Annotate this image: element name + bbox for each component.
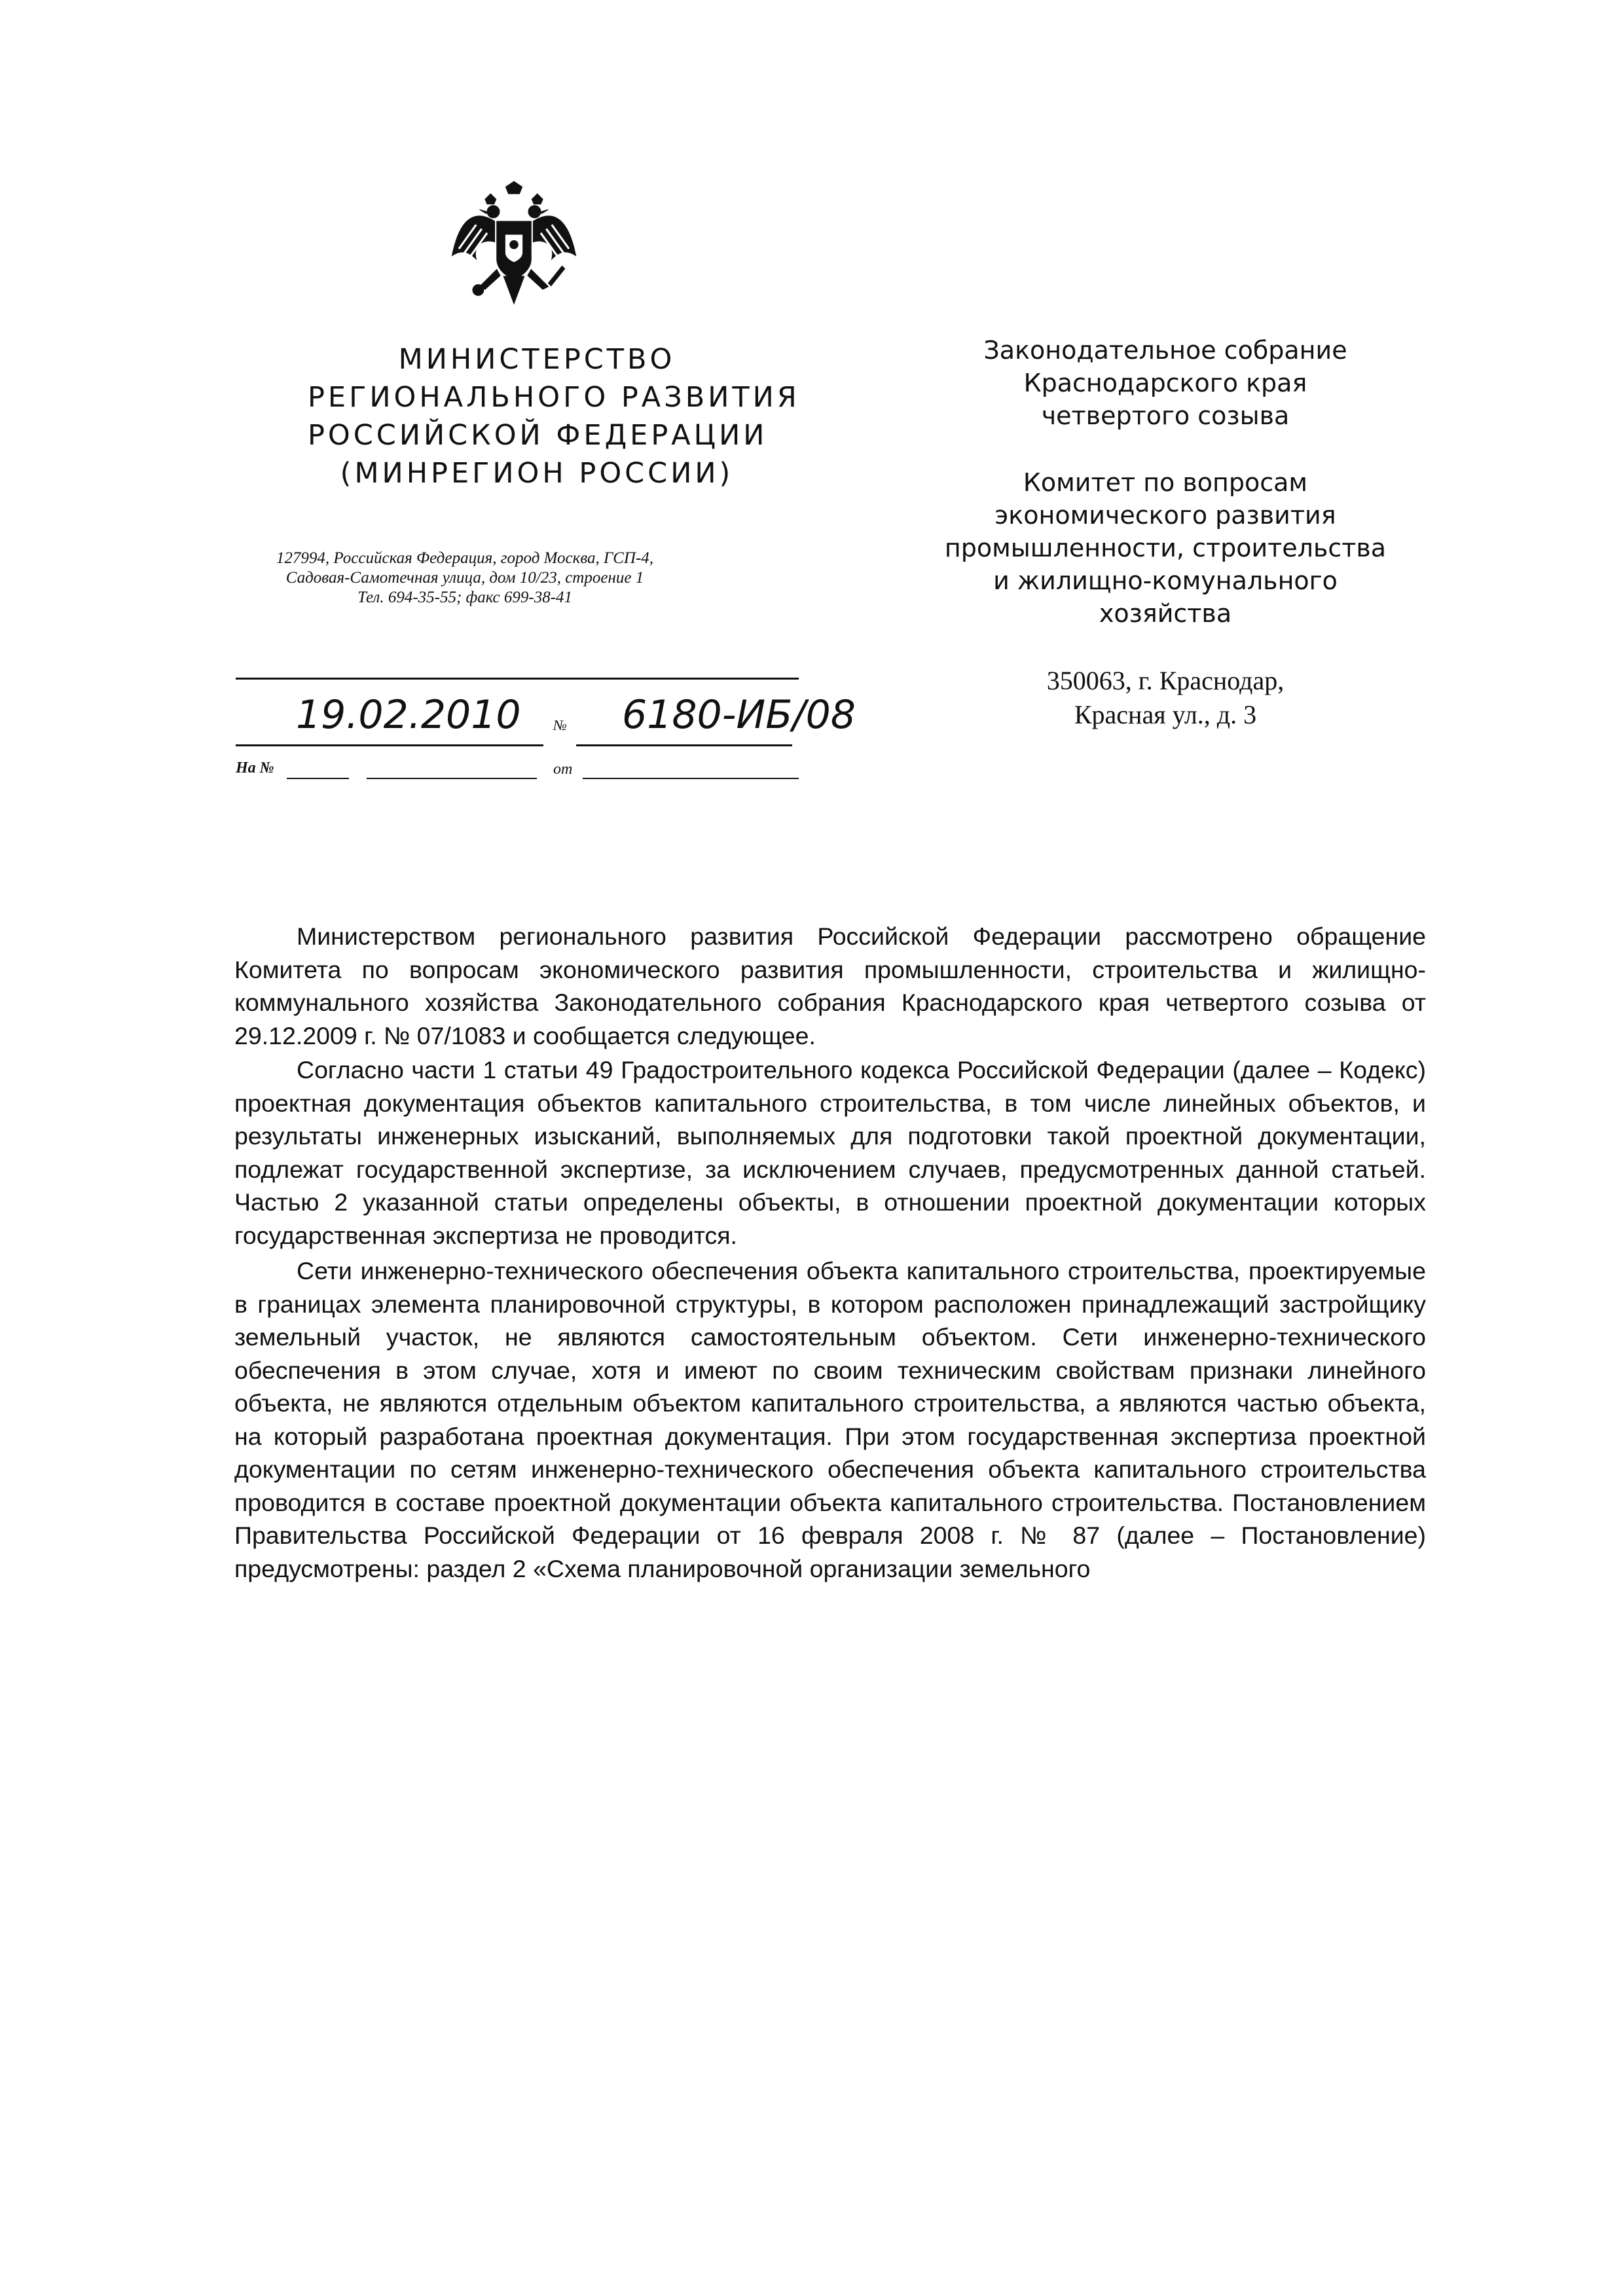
registration-row — [236, 678, 856, 750]
address-line: 127994, Российская Федерация, город Москва, ГСП-4, — [276, 549, 654, 567]
addressee-address — [871, 664, 1460, 732]
reference-number-label: На № — [236, 759, 274, 776]
ministry-line: РОССИЙСКОЙ ФЕДЕРАЦИИ — [308, 419, 768, 452]
reference-date-label: от — [553, 761, 573, 778]
ministry-line: РЕГИОНАЛЬНОГО РАЗВИТИЯ — [308, 381, 800, 414]
body-paragraph: Министерством регионального развития Российской Федерации рассмотрено обращение Комитета по вопросам экономического развития промышленности, строительства и жилищно-коммунального хозяйства Законодательного собрания Краснодарского края четвертого созыва от 29.12.2009 г. № 07/1083 и сообщается следующее. — [234, 922, 1426, 1049]
addressee-line: Краснодарского края — [1023, 369, 1307, 397]
reference-row — [236, 759, 799, 786]
addressee-line: промышленности, строительства — [944, 534, 1387, 562]
number-label: № — [553, 717, 567, 733]
date-underline — [236, 744, 543, 746]
addressee-organization — [871, 334, 1460, 432]
addressee-line: 350063, г. Краснодар, — [1046, 666, 1285, 695]
addressee-line: Законодательное собрание — [983, 336, 1347, 365]
ministry-line: МИНИСТЕРСТВО — [398, 343, 676, 376]
ministry-name — [308, 340, 800, 492]
handwritten-date: 19.02.2010 — [296, 692, 521, 738]
letter-body — [234, 920, 1426, 1585]
addressee-line: Комитет по вопросам — [1023, 468, 1308, 497]
address-line: Тел. 694-35-55; факс 699-38-41 — [357, 589, 573, 606]
ministry-line: (МИНРЕГИОН РОССИИ) — [340, 457, 734, 490]
addressee-line: хозяйства — [1099, 599, 1232, 628]
address-line: Садовая-Самотечная улица, дом 10/23, строение 1 — [285, 569, 644, 587]
addressee-line: четвертого созыва — [1041, 401, 1290, 430]
number-underline — [576, 744, 792, 746]
addressee-line: экономического развития — [994, 501, 1336, 530]
addressee-line: Красная ул., д. 3 — [1074, 700, 1257, 729]
reference-line — [367, 778, 537, 779]
addressee-line: и жилищно-комунального — [993, 566, 1338, 595]
addressee-block — [871, 334, 1460, 732]
addressee-committee — [871, 466, 1460, 630]
body-paragraph: Сети инженерно-технического обеспечения объекта капитального строительства, проектируемые в границах элемента планировочной структуры, в котором расположен принадлежащий застройщику земельный участок, не являются самостоятельным объектом. Сети инженерно-технического обеспечения в этом случае, хотя и имеют по своим техническим свойствам признаки линейного объекта, не являются отдельным объектом капитального строительства, а являются частью объекта, на который разработана проектная документация. При этом государственная экспертиза проектной документации по сетям инженерно-технического обеспечения объекта капитального строительства проводится в составе проектной документации объекта капитального строительства. Постановлением Правительства Российской Федерации от 16 февраля 2008 г. № 87 (далее – Постановление) предусмотрены: раздел 2 «Схема планировочной организации земельного — [234, 1257, 1426, 1582]
reference-line — [287, 778, 349, 779]
double-headed-eagle-emblem-icon — [445, 180, 583, 318]
handwritten-number: 6180-ИБ/08 — [622, 692, 856, 738]
body-paragraph: Согласно части 1 статьи 49 Градостроительного кодекса Российской Федерации (далее – Кодекс) проектная документация объектов капитального строительства, в том числе линейных объектов, и результаты инженерных изысканий, выполняемых для подготовки такой проектной документации, подлежат государственной экспертизе, за исключением случаев, предусмотренных данной статьей. Частью 2 указанной статьи определены объекты, в отношении проектной документации которых государственная экспертиза не проводится. — [234, 1056, 1426, 1249]
ministry-address — [216, 549, 714, 608]
reference-date-line — [583, 778, 799, 779]
